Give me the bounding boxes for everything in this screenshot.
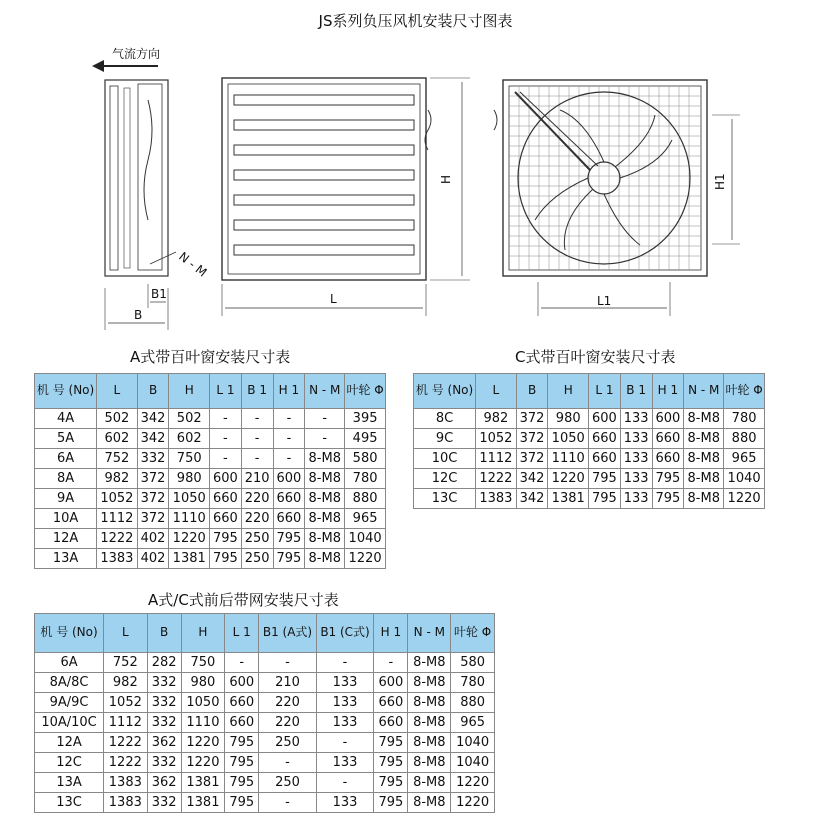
- page-title: JS系列负压风机安装尺寸图表: [318, 12, 513, 30]
- b1-label: B1: [151, 287, 167, 301]
- table-a-cell: 1220: [169, 529, 210, 549]
- airflow-label: 气流方向: [112, 47, 161, 61]
- table-mesh-cell: 210: [259, 673, 316, 693]
- table-mesh-cell: 8-M8: [408, 753, 451, 773]
- table-a-row: [35, 549, 386, 569]
- table-c-header-cell: 机 号 (No): [414, 374, 476, 409]
- table-c-cell: 133: [620, 469, 652, 489]
- table-a-cell: -: [210, 449, 242, 469]
- table-c-row: [414, 469, 765, 489]
- table-a-cell: 965: [345, 509, 386, 529]
- table-c-cell: 133: [620, 429, 652, 449]
- table-mesh-cell: 133: [316, 673, 374, 693]
- table-a-cell: 580: [345, 449, 386, 469]
- table-mesh-cell: 795: [374, 793, 408, 813]
- table-mesh-cell: 1040: [451, 753, 495, 773]
- table-c-cell: 1220: [548, 469, 589, 489]
- table-mesh-cell: 8-M8: [408, 713, 451, 733]
- table-mesh-cell: 795: [225, 753, 259, 773]
- table-a-cell: 602: [169, 429, 210, 449]
- table-c-cell: 12C: [414, 469, 476, 489]
- table-a-cell: 795: [210, 549, 242, 569]
- table-mesh-cell: 1222: [104, 753, 148, 773]
- table-c-cell: 342: [516, 489, 548, 509]
- table-a-cell: -: [241, 429, 273, 449]
- h-label: H: [439, 174, 453, 184]
- table-mesh-cell: 795: [374, 773, 408, 793]
- table-mesh-header-cell: N - M: [408, 614, 451, 653]
- table-a-header-cell: L 1: [210, 374, 242, 409]
- table-c-cell: 795: [589, 469, 621, 489]
- l-label: L: [330, 292, 337, 306]
- table-a-cell: 10A: [35, 509, 97, 529]
- table-mesh-row: [35, 673, 495, 693]
- table-mesh-cell: 795: [225, 733, 259, 753]
- table-a-cell: -: [273, 449, 305, 469]
- table-mesh-header-cell: B1 (C式): [316, 614, 374, 653]
- table-mesh-cell: 965: [451, 713, 495, 733]
- table-mesh-cell: 332: [147, 793, 181, 813]
- fan-drawings: [0, 0, 831, 345]
- table-mesh-cell: 13A: [35, 773, 104, 793]
- table-a-header-cell: N - M: [305, 374, 345, 409]
- table-c-header-row: [414, 374, 765, 409]
- table-mesh-cell: 10A/10C: [35, 713, 104, 733]
- table-c-header-cell: H 1: [652, 374, 684, 409]
- table-a-cell: 982: [97, 469, 138, 489]
- table-mesh-cell: 13C: [35, 793, 104, 813]
- table-mesh-cell: -: [316, 653, 374, 673]
- table-a-header-cell: L: [97, 374, 138, 409]
- table-mesh-header-cell: H 1: [374, 614, 408, 653]
- l1-label: L1: [597, 294, 612, 308]
- table-mesh-header-cell: H: [181, 614, 225, 653]
- table-mesh-body: [35, 653, 495, 813]
- table-a-cell: -: [241, 449, 273, 469]
- table-c-cell: 8-M8: [684, 469, 724, 489]
- table-mesh-cell: 8-M8: [408, 793, 451, 813]
- table-mesh-cell: 8-M8: [408, 773, 451, 793]
- table-a-cell: 1050: [169, 489, 210, 509]
- table-a-row: [35, 469, 386, 489]
- table-c-row: [414, 429, 765, 449]
- table-a-cell: 12A: [35, 529, 97, 549]
- table-a-cell: 8-M8: [305, 529, 345, 549]
- table-mesh-cell: 880: [451, 693, 495, 713]
- table-mesh-cell: 1222: [104, 733, 148, 753]
- table-mesh-cell: 133: [316, 793, 374, 813]
- table-mesh-cell: -: [259, 653, 316, 673]
- table-a-cell: 1112: [97, 509, 138, 529]
- table-mesh-cell: 1381: [181, 773, 225, 793]
- table-a-cell: -: [210, 429, 242, 449]
- table-c-cell: 660: [589, 429, 621, 449]
- table-mesh-cell: 362: [147, 773, 181, 793]
- table-c-cell: 10C: [414, 449, 476, 469]
- table-mesh-cell: 9A/9C: [35, 693, 104, 713]
- table-a-cell: -: [210, 409, 242, 429]
- table-c-cell: 133: [620, 449, 652, 469]
- table-c-header-cell: L 1: [589, 374, 621, 409]
- nm-label: N - M: [176, 249, 210, 280]
- table-mesh: [34, 613, 495, 813]
- table-mesh-cell: 982: [104, 673, 148, 693]
- table-mesh-cell: 1040: [451, 733, 495, 753]
- table-a-cell: 342: [137, 429, 169, 449]
- table-c-cell: 965: [724, 449, 765, 469]
- table-mesh-cell: -: [259, 793, 316, 813]
- table-a-cell: 980: [169, 469, 210, 489]
- table-mesh-cell: 795: [374, 733, 408, 753]
- table-c-cell: 880: [724, 429, 765, 449]
- table-mesh-row: [35, 753, 495, 773]
- table-c-cell: 795: [652, 469, 684, 489]
- table-a-cell: 8-M8: [305, 489, 345, 509]
- table-mesh-header-cell: B: [147, 614, 181, 653]
- table-c-cell: 980: [548, 409, 589, 429]
- table-mesh-cell: 1381: [181, 793, 225, 813]
- table-c-header-cell: N - M: [684, 374, 724, 409]
- table-mesh-cell: 600: [374, 673, 408, 693]
- table-c-cell: 8-M8: [684, 489, 724, 509]
- table-c-header-cell: L: [476, 374, 517, 409]
- table-c-row: [414, 409, 765, 429]
- table-mesh-header-cell: L 1: [225, 614, 259, 653]
- table-c-row: [414, 489, 765, 509]
- table-a-cell: 660: [210, 509, 242, 529]
- table-a-cell: 750: [169, 449, 210, 469]
- table-mesh-cell: 250: [259, 773, 316, 793]
- table-a-cell: 402: [137, 549, 169, 569]
- table-mesh-cell: 752: [104, 653, 148, 673]
- table-a-cell: 1052: [97, 489, 138, 509]
- table-mesh-cell: 1383: [104, 773, 148, 793]
- table-mesh-header-cell: 机 号 (No): [35, 614, 104, 653]
- table-mesh-cell: 133: [316, 693, 374, 713]
- airflow-arrow: [92, 60, 158, 72]
- table-mesh-cell: 8-M8: [408, 733, 451, 753]
- table-c-cell: 13C: [414, 489, 476, 509]
- table-mesh-cell: 1052: [104, 693, 148, 713]
- b-label: B: [134, 308, 143, 322]
- table-c-cell: 982: [476, 409, 517, 429]
- table-mesh-row: [35, 693, 495, 713]
- table-mesh-cell: 1383: [104, 793, 148, 813]
- table-a-cell: 8-M8: [305, 469, 345, 489]
- table-c-cell: 660: [589, 449, 621, 469]
- table-a-cell: 880: [345, 489, 386, 509]
- table-a-row: [35, 449, 386, 469]
- table-mesh-cell: 282: [147, 653, 181, 673]
- table-a-body: [35, 409, 386, 569]
- table-a-row: [35, 529, 386, 549]
- table-mesh-header-cell: B1 (A式): [259, 614, 316, 653]
- table-c-header-cell: 叶轮 Φ: [724, 374, 765, 409]
- table-mesh-cell: 580: [451, 653, 495, 673]
- table-c-cell: 600: [589, 409, 621, 429]
- table-a-cell: 752: [97, 449, 138, 469]
- table-a-cell: 1222: [97, 529, 138, 549]
- table-a-cell: 372: [137, 509, 169, 529]
- table-c-cell: 342: [516, 469, 548, 489]
- table-c-cell: 1050: [548, 429, 589, 449]
- table-a-cell: 795: [273, 529, 305, 549]
- table-c-cell: 780: [724, 409, 765, 429]
- table-c: [413, 373, 765, 509]
- table-mesh-cell: 8A/8C: [35, 673, 104, 693]
- table-c-title: C式带百叶窗安装尺寸表: [515, 348, 676, 366]
- table-mesh-cell: 332: [147, 673, 181, 693]
- table-a-row: [35, 429, 386, 449]
- table-mesh-cell: 660: [225, 713, 259, 733]
- table-mesh-cell: 1220: [181, 733, 225, 753]
- table-a-cell: 1383: [97, 549, 138, 569]
- h1-label: H1: [713, 173, 727, 190]
- table-mesh-cell: 332: [147, 753, 181, 773]
- table-mesh-cell: 12C: [35, 753, 104, 773]
- table-a-cell: 342: [137, 409, 169, 429]
- table-c-cell: 1220: [724, 489, 765, 509]
- table-a-cell: 602: [97, 429, 138, 449]
- table-a-cell: 395: [345, 409, 386, 429]
- table-mesh-cell: -: [374, 653, 408, 673]
- table-mesh-cell: 220: [259, 693, 316, 713]
- table-a-cell: -: [273, 429, 305, 449]
- table-a-cell: 502: [169, 409, 210, 429]
- table-a-cell: 8A: [35, 469, 97, 489]
- table-a-cell: -: [305, 409, 345, 429]
- table-mesh-cell: 220: [259, 713, 316, 733]
- table-c-cell: 372: [516, 409, 548, 429]
- table-a-cell: 8-M8: [305, 449, 345, 469]
- table-a-cell: 250: [241, 529, 273, 549]
- table-mesh-cell: -: [225, 653, 259, 673]
- table-a-row: [35, 409, 386, 429]
- table-a-cell: 210: [241, 469, 273, 489]
- table-c-cell: 1112: [476, 449, 517, 469]
- table-a-header-cell: B 1: [241, 374, 273, 409]
- table-mesh-title: A式/C式前后带网安装尺寸表: [148, 591, 339, 609]
- table-mesh-cell: 8-M8: [408, 673, 451, 693]
- table-mesh-header-cell: 叶轮 Φ: [451, 614, 495, 653]
- table-c-cell: 133: [620, 489, 652, 509]
- table-a-title: A式带百叶窗安装尺寸表: [130, 348, 291, 366]
- table-a-cell: -: [241, 409, 273, 429]
- table-mesh-cell: 1110: [181, 713, 225, 733]
- table-a-cell: 13A: [35, 549, 97, 569]
- table-mesh-row: [35, 793, 495, 813]
- table-c-cell: 1110: [548, 449, 589, 469]
- table-mesh-cell: 600: [225, 673, 259, 693]
- table-mesh-cell: 12A: [35, 733, 104, 753]
- table-c-cell: 1040: [724, 469, 765, 489]
- table-c-header-cell: B: [516, 374, 548, 409]
- table-c-header-cell: H: [548, 374, 589, 409]
- table-c-cell: 1222: [476, 469, 517, 489]
- table-mesh-cell: 1112: [104, 713, 148, 733]
- table-mesh-cell: 660: [374, 713, 408, 733]
- table-c-row: [414, 449, 765, 469]
- table-mesh-cell: 795: [225, 793, 259, 813]
- table-mesh-row: [35, 733, 495, 753]
- table-mesh-cell: 1220: [451, 793, 495, 813]
- table-c-cell: 9C: [414, 429, 476, 449]
- table-a-cell: 250: [241, 549, 273, 569]
- table-a-cell: 1381: [169, 549, 210, 569]
- table-a-cell: 402: [137, 529, 169, 549]
- table-a-header-cell: H 1: [273, 374, 305, 409]
- front-view-mesh: [494, 80, 740, 316]
- table-a-header-row: [35, 374, 386, 409]
- table-a-cell: 495: [345, 429, 386, 449]
- table-mesh-cell: 795: [374, 753, 408, 773]
- table-a: [34, 373, 386, 569]
- table-a-cell: 660: [273, 489, 305, 509]
- table-mesh-cell: 750: [181, 653, 225, 673]
- table-c-body: [414, 409, 765, 509]
- table-a-cell: 372: [137, 469, 169, 489]
- table-c-cell: 372: [516, 429, 548, 449]
- table-mesh-cell: 6A: [35, 653, 104, 673]
- table-mesh-cell: 332: [147, 713, 181, 733]
- table-c-cell: 372: [516, 449, 548, 469]
- table-a-header-cell: H: [169, 374, 210, 409]
- table-c-cell: 600: [652, 409, 684, 429]
- table-mesh-cell: 660: [225, 693, 259, 713]
- table-c-cell: 1381: [548, 489, 589, 509]
- table-mesh-cell: 1050: [181, 693, 225, 713]
- table-a-cell: 600: [210, 469, 242, 489]
- table-a-cell: 8-M8: [305, 509, 345, 529]
- table-a-cell: 660: [273, 509, 305, 529]
- table-a-cell: 8-M8: [305, 549, 345, 569]
- table-mesh-cell: 780: [451, 673, 495, 693]
- table-mesh-cell: 1220: [451, 773, 495, 793]
- table-a-cell: 1040: [345, 529, 386, 549]
- table-a-header-cell: 叶轮 Φ: [345, 374, 386, 409]
- table-c-cell: 8-M8: [684, 429, 724, 449]
- table-mesh-row: [35, 713, 495, 733]
- table-mesh-cell: -: [259, 753, 316, 773]
- table-mesh-cell: 8-M8: [408, 653, 451, 673]
- table-c-cell: 8-M8: [684, 449, 724, 469]
- table-mesh-cell: -: [316, 733, 374, 753]
- front-view-louver: [222, 78, 470, 316]
- table-mesh-cell: 250: [259, 733, 316, 753]
- table-c-cell: 133: [620, 409, 652, 429]
- table-mesh-cell: 1220: [181, 753, 225, 773]
- table-a-cell: 220: [241, 489, 273, 509]
- table-a-cell: 600: [273, 469, 305, 489]
- table-mesh-cell: 362: [147, 733, 181, 753]
- table-mesh-header-row: [35, 614, 495, 653]
- table-c-cell: 8C: [414, 409, 476, 429]
- table-c-header-cell: B 1: [620, 374, 652, 409]
- table-mesh-cell: 795: [225, 773, 259, 793]
- table-a-header-cell: B: [137, 374, 169, 409]
- table-a-cell: 6A: [35, 449, 97, 469]
- table-a-cell: 660: [210, 489, 242, 509]
- table-mesh-header-cell: L: [104, 614, 148, 653]
- table-a-cell: 4A: [35, 409, 97, 429]
- table-a-cell: 502: [97, 409, 138, 429]
- table-mesh-cell: 133: [316, 713, 374, 733]
- table-mesh-row: [35, 653, 495, 673]
- table-c-cell: 1383: [476, 489, 517, 509]
- table-a-cell: 5A: [35, 429, 97, 449]
- table-a-cell: 795: [210, 529, 242, 549]
- table-c-cell: 660: [652, 429, 684, 449]
- table-a-cell: -: [305, 429, 345, 449]
- table-a-header-cell: 机 号 (No): [35, 374, 97, 409]
- table-a-row: [35, 489, 386, 509]
- table-mesh-cell: -: [316, 773, 374, 793]
- table-mesh-row: [35, 773, 495, 793]
- table-c-cell: 8-M8: [684, 409, 724, 429]
- table-a-cell: 372: [137, 489, 169, 509]
- table-mesh-cell: 660: [374, 693, 408, 713]
- table-c-cell: 795: [589, 489, 621, 509]
- table-a-cell: 9A: [35, 489, 97, 509]
- table-c-cell: 1052: [476, 429, 517, 449]
- table-a-cell: -: [273, 409, 305, 429]
- table-mesh-cell: 332: [147, 693, 181, 713]
- table-a-cell: 780: [345, 469, 386, 489]
- table-c-cell: 660: [652, 449, 684, 469]
- table-mesh-cell: 980: [181, 673, 225, 693]
- table-a-cell: 795: [273, 549, 305, 569]
- table-a-cell: 1110: [169, 509, 210, 529]
- table-mesh-cell: 8-M8: [408, 693, 451, 713]
- table-c-cell: 795: [652, 489, 684, 509]
- table-a-row: [35, 509, 386, 529]
- table-a-cell: 1220: [345, 549, 386, 569]
- table-a-cell: 332: [137, 449, 169, 469]
- table-mesh-cell: 133: [316, 753, 374, 773]
- table-a-cell: 220: [241, 509, 273, 529]
